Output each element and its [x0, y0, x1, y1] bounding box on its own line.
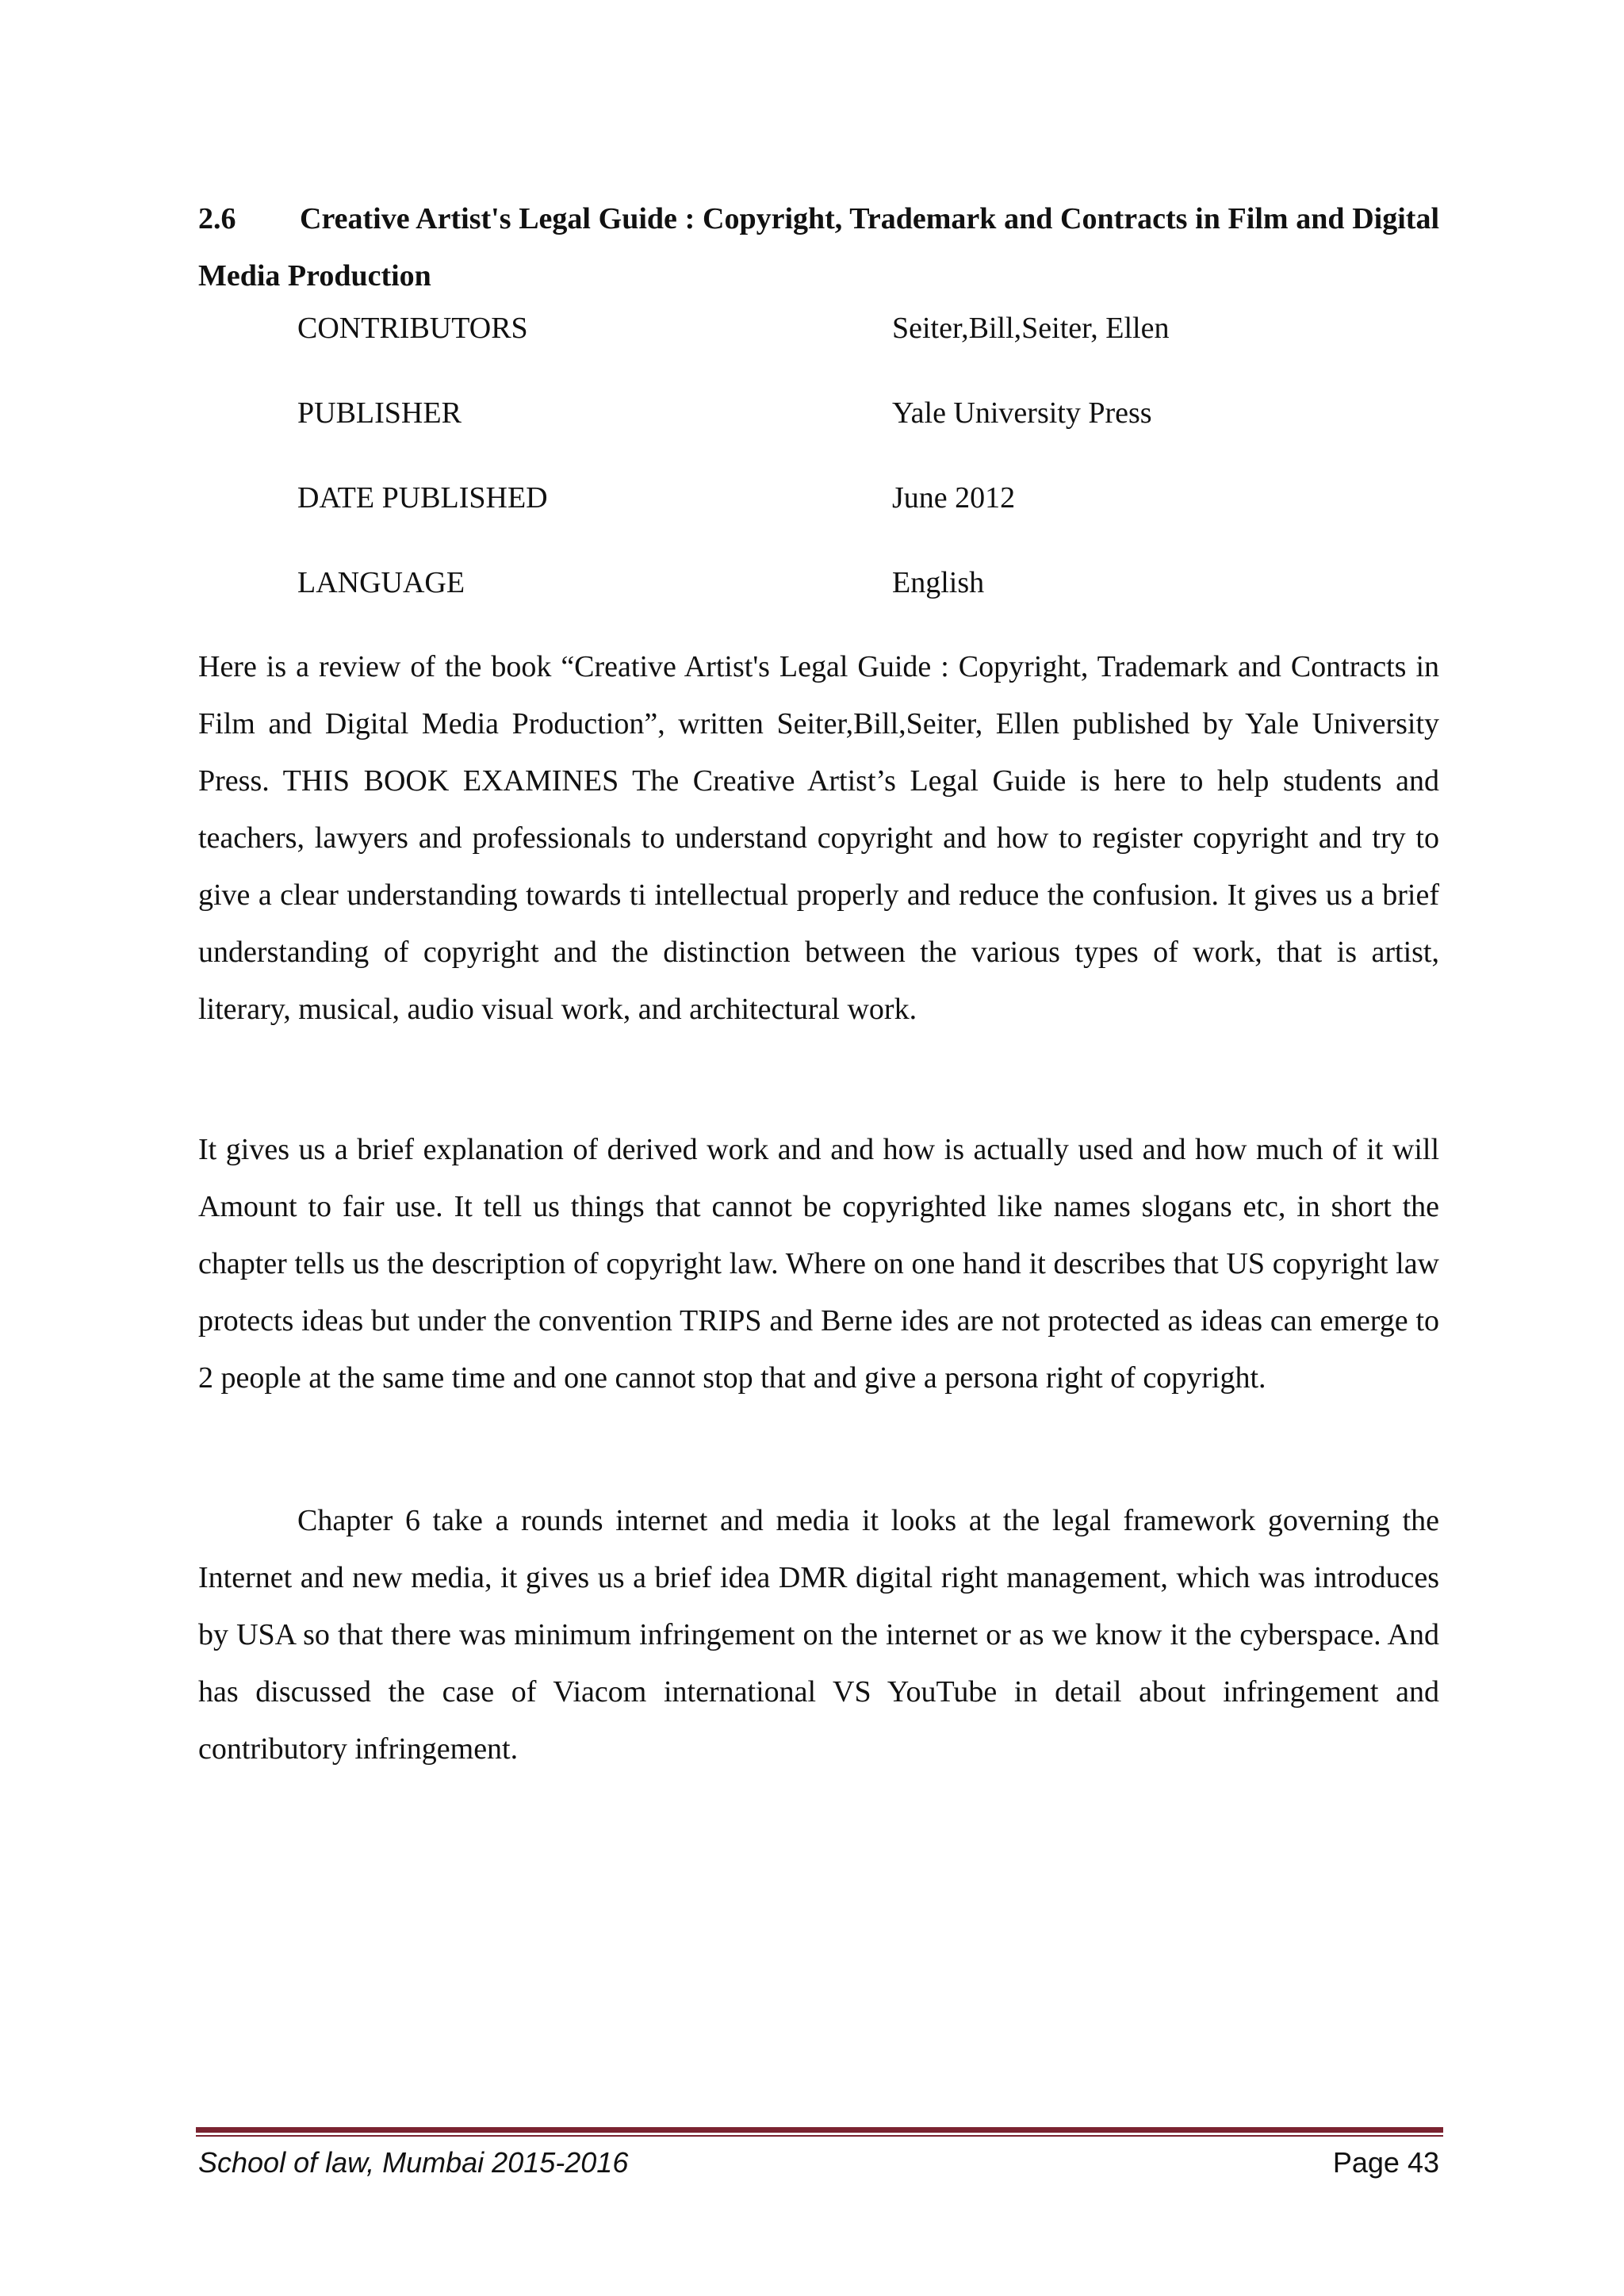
footer-divider: [196, 2127, 1443, 2137]
book-detail-row: [297, 469, 1439, 554]
language-label: LANGUAGE: [297, 566, 465, 599]
contributors-label: CONTRIBUTORS: [297, 312, 528, 345]
book-detail-row: [297, 300, 1439, 385]
language-value: English: [892, 566, 985, 599]
publisher-value: Yale University Press: [892, 396, 1152, 430]
section-heading: [198, 190, 1439, 304]
review-paragraph-1: Here is a review of the book “Creative Artist's Legal Guide : Copyright, Trademark and Contracts in Film and Digital Media Production”, written Seiter,Bill,Seiter, Ellen published by Yale University Press. THIS BOOK EXAMINES The Creative Artist’s Legal Guide is here to help students and teachers, lawyers and professionals to understand copyright and how to register copyright and try to give a clear understanding towards ti intellectual properly and reduce the confusion. It gives us a brief understanding of copyright and the distinction between the various types of work, that is artist, literary, musical, audio visual work, and architectural work.: [198, 650, 1439, 1026]
contributors-value: Seiter,Bill,Seiter, Ellen: [892, 312, 1170, 345]
book-detail-row: [297, 385, 1439, 469]
publisher-label: PUBLISHER: [297, 396, 462, 430]
book-detail-row: [297, 554, 1439, 639]
footer-divider-thick-line: [196, 2127, 1443, 2133]
section-number: 2.6: [198, 202, 236, 235]
date-published-value: June 2012: [892, 481, 1016, 515]
review-paragraph-3: Chapter 6 take a rounds internet and media it looks at the legal framework governing the Internet and new media, it gives us a brief idea DMR digital right management, which was introduces by USA so that there was minimum infringement on the internet or as we know it the cyberspace. And has discussed the case of Viacom international VS YouTube in detail about infringement and contributory infringement.: [198, 1504, 1439, 1766]
review-paragraph-2: It gives us a brief explanation of derived work and and how is actually used and how much of it will Amount to fair use. It tell us things that cannot be copyrighted like names slogans etc, in short the chapter tells us the description of copyright law. Where on one hand it describes that US copyright law protects ideas but under the convention TRIPS and Berne ides are not protected as ideas can emerge to 2 people at the same time and one cannot stop that and give a persona right of copyright.: [198, 1133, 1439, 1395]
footer-divider-thin-line: [196, 2135, 1443, 2137]
book-details-table: [297, 300, 1439, 639]
section-title: Creative Artist's Legal Guide : Copyright, Trademark and Contracts in Film and Digital Media Production: [198, 202, 1439, 293]
date-published-label: DATE PUBLISHED: [297, 481, 548, 515]
page-number: Page 43: [1332, 2146, 1439, 2179]
footer-institution: School of law, Mumbai 2015-2016: [198, 2146, 629, 2179]
